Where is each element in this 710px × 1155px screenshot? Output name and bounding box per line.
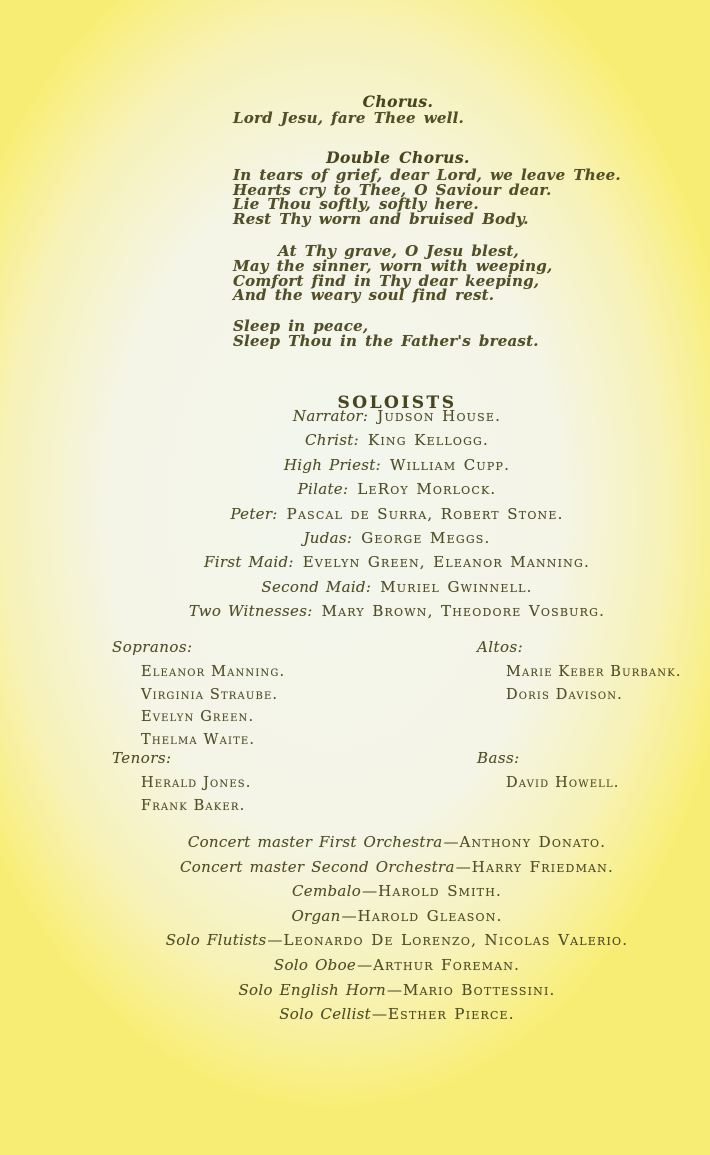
soloist-role: Narrator: [292,407,369,425]
chorus-lyrics-section [233,92,621,350]
singer-name: Doris Davison. [506,686,623,703]
tenors-names [141,772,252,817]
orchestra-names: Harry Friedman. [471,857,614,876]
em-dash: — [386,980,402,999]
bass-label: Bass: [477,749,520,767]
orchestra-role: Solo Oboe [273,955,357,974]
soloist-row [82,526,710,550]
orchestra-row [82,928,710,953]
verse-line: May the sinner, worn with weeping, [233,256,553,275]
soloist-role: First Maid: [204,553,294,572]
verse-line: At Thy grave, O Jesu blest, [278,241,519,260]
soloist-names: LeRoy Morlock. [357,480,497,499]
tenors-section [112,749,252,817]
sopranos-names [141,661,285,751]
sopranos-label: Sopranos: [112,638,193,656]
singer-name: David Howell. [506,775,620,791]
soloist-names: William Cupp. [389,455,511,474]
stanza [233,111,563,126]
em-dash: — [341,906,357,925]
soloist-row [82,453,710,477]
bass-names [506,772,620,795]
orchestra-names: Anthony Donato. [459,833,607,851]
em-dash: — [455,857,471,876]
stanza [233,165,621,229]
soloist-role: Pilate: [297,480,349,499]
orchestra-row [82,953,710,978]
orchestra-names: Harold Gleason. [357,906,503,925]
double-chorus-heading: Double Chorus. [326,147,470,167]
em-dash: — [362,882,378,901]
orchestra-role: Solo Cellist [279,1005,371,1024]
soloist-row [82,404,710,428]
soloist-names: Muriel Gwinnell. [380,577,533,596]
soloist-row [82,502,710,526]
orchestra-role: Concert master Second Orchestra [180,857,455,876]
orchestra-credits-section [82,830,710,1027]
em-dash: — [357,955,373,974]
verse-line: Sleep in peace, [233,317,369,336]
soloist-names: Evelyn Green, Eleanor Manning. [302,553,590,572]
em-dash: — [372,1005,387,1024]
stanza [233,319,563,349]
singer-name: Herald Jones. [141,775,252,791]
soloist-role: Peter: [230,504,278,523]
verse-line: Lie Thou softly, softly here. [233,195,479,214]
em-dash: — [443,833,459,851]
soloist-names: King Kellogg. [367,431,490,450]
sopranos-section [112,638,285,751]
orchestra-role: Organ [291,906,341,925]
orchestra-names: Leonardo De Lorenzo, Nicolas Valerio. [283,931,629,950]
orchestra-role: Solo English Horn [238,980,386,999]
verse-line: Sleep Thou in the Father's breast. [233,331,539,350]
orchestra-names: Harold Smith. [378,882,502,901]
soloist-row [82,550,710,574]
soloist-role: High Priest: [283,455,381,474]
altos-label: Altos: [477,638,524,656]
singer-name: Virginia Straube. [141,686,279,703]
stanza [233,241,563,305]
tenors-label: Tenors: [112,749,172,767]
soloist-row [82,428,710,452]
orchestra-names: Esther Pierce. [388,1005,515,1024]
orchestra-role: Cembalo [292,882,362,901]
orchestra-role: Concert master First Orchestra [187,833,443,851]
orchestra-role: Solo Flutists [165,931,267,950]
orchestra-row [82,1002,710,1027]
verse-line: And the weary soul find rest. [233,286,495,305]
soloist-names: Judson House. [377,407,502,425]
soloists-title: SOLOISTS [337,393,457,414]
soloist-names: Pascal de Surra, Robert Stone. [286,504,564,523]
em-dash: — [267,931,283,950]
soloist-role: Christ: [304,431,359,450]
soloist-names: George Meggs. [361,529,491,548]
soloist-role: Second Maid: [261,577,372,596]
bass-section [477,749,620,795]
soloist-row [82,599,710,623]
singer-name: Marie Keber Burbank. [506,664,682,680]
soloist-role: Judas: [303,529,353,548]
altos-section [477,638,682,706]
soloist-role: Two Witnesses: [188,602,313,621]
verse-line: In tears of grief, dear Lord, we leave Thee. [233,165,621,184]
soloist-names: Mary Brown, Theodore Vosburg. [321,602,606,621]
singer-name: Thelma Waite. [141,731,256,748]
soloist-row [82,575,710,599]
orchestra-row [82,904,710,929]
orchestra-row [82,855,710,880]
singer-name: Frank Baker. [141,797,246,814]
orchestra-names: Mario Bottessini. [402,980,556,999]
verse-line: Comfort find in Thy dear keeping, [233,271,540,290]
soloist-row [82,477,710,501]
verse-line: Hearts cry to Thee, O Saviour dear. [233,180,552,199]
soloists-section [82,404,710,624]
verse-line: Lord Jesu, fare Thee well. [233,109,464,127]
singer-name: Evelyn Green. [141,709,255,725]
orchestra-row [82,879,710,904]
orchestra-row [82,978,710,1003]
verse-line: Rest Thy worn and bruised Body. [233,210,529,229]
orchestra-row [82,830,710,855]
singer-name: Eleanor Manning. [141,664,286,680]
orchestra-names: Arthur Foreman. [373,955,521,974]
altos-names [506,661,682,706]
chorus-heading: Chorus. [362,92,434,111]
